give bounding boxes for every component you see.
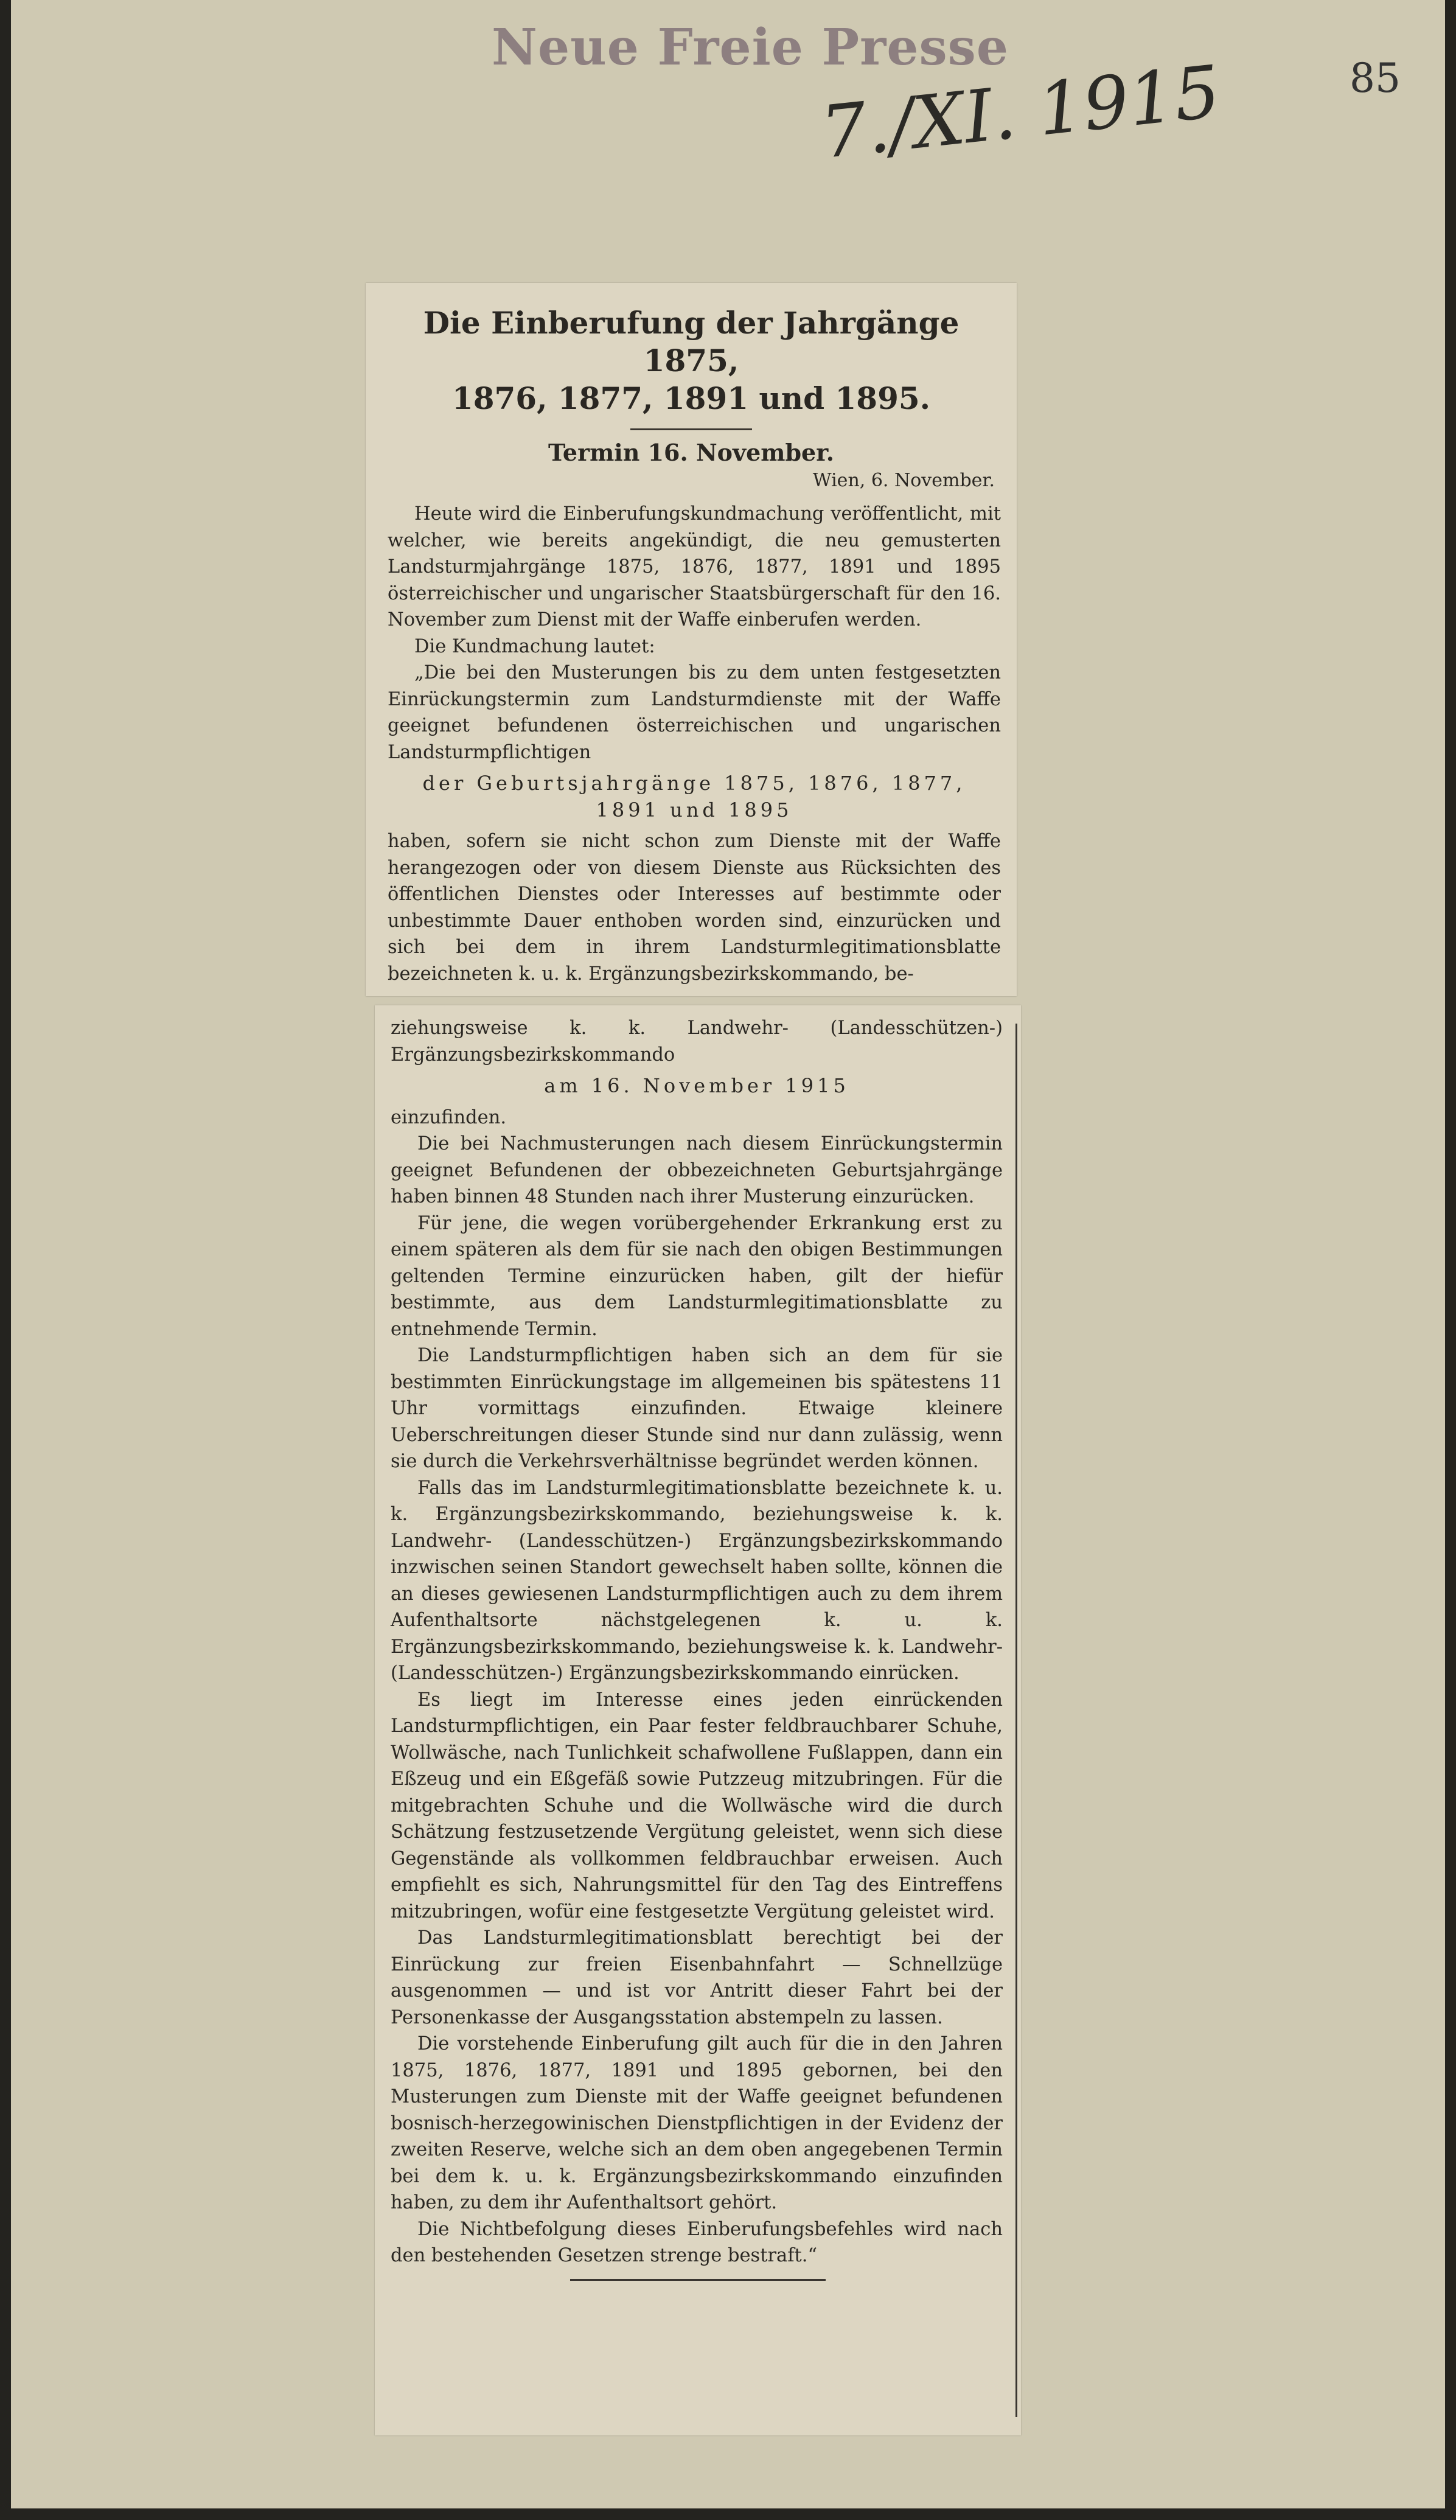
clipping-part-2	[375, 1005, 1021, 2435]
article-headline	[378, 304, 1005, 417]
headline-line-2: 1876, 1877, 1891 und 1895.	[451, 380, 931, 416]
paragraph: ziehungsweise k. k. Landwehr- (Landesschützen-) Ergänzungsbezirkskommando	[391, 1017, 1003, 1066]
paragraph: Es liegt im Interesse eines jeden einrückenden Landsturmpflichtigen, ein Paar fester feldbrauchbarer Schuhe, Wollwäsche, nach Tunlichkeit schafwollene Fußlappen, dann ein Eßzeug und ein Eßgefäß sowie Putzzeug mitzubringen. Für die mitgebrachten Schuhe und die Wollwäsche wird die durch Schätzung festzusetzende Vergütung geleistet, wenn sich diese Gegenstände als vollkommen feldbrauchbar erweisen. Auch empfiehlt es sich, Nahrungsmittel für den Tag des Eintreffens mitzubringen, wofür eine festgesetzte Vergütung geleistet wird.	[391, 1689, 1003, 1922]
newspaper-stamp: Neue Freie Presse	[492, 18, 1009, 77]
column-rule	[1015, 1024, 1017, 2417]
paragraph: Heute wird die Einberufungskundmachung veröffentlicht, mit welcher, wie bereits angekündigt, die neu gemusterten Landsturmjahrgänge 1875, 1876, 1877, 1891 und 1895 österreichischer und ungarischer Staatsbürgerschaft für den 16. November zum Dienst mit der Waffe einberufen werden.	[388, 503, 1001, 630]
article-subheading: Termin 16. November.	[548, 439, 834, 466]
handwritten-date: 7./XI. 1915	[817, 49, 1224, 175]
paragraph: Die Nichtbefolgung dieses Einberufungsbefehles wird nach den bestehenden Gesetzen strenge bestraft.“	[391, 2218, 1003, 2266]
paragraph: Die vorstehende Einberufung gilt auch für die in den Jahren 1875, 1876, 1877, 1891 und 1895 gebornen, bei den Musterungen zum Dienste mit der Waffe geeignet befundenen bosnisch-herzegowinischen Dienstpflichtigen in der Evidenz der zweiten Reserve, welche sich an dem oben angegebenen Termin bei dem k. u. k. Ergänzungsbezirkskommando einzufinden haben, zu dem ihr Aufenthaltsort gehört.	[391, 2033, 1003, 2213]
spaced-birth-years: der Geburtsjahrgänge 1875, 1876, 1877, 1891 und 1895	[422, 772, 966, 822]
paragraph: „Die bei den Musterungen bis zu dem unten festgesetzten Einrückungstermin zum Landsturmdienste mit der Waffe geeignet befundenen österreichischen und ungarischen Landsturmpflichtigen	[388, 662, 1001, 763]
paragraph: Das Landsturmlegitimationsblatt berechtigt bei der Einrückung zur freien Eisenbahnfahrt — Schnellzüge ausgenommen — und ist vor Antritt dieser Fahrt bei der Personenkasse der Ausgangsstation abstempeln zu lassen.	[391, 1927, 1003, 2028]
end-rule	[570, 2279, 826, 2281]
article-body-part-2	[391, 1015, 1003, 2269]
paragraph: Die Landsturmpflichtigen haben sich an dem für sie bestimmten Einrückungstage im allgemeinen bis spätestens 11 Uhr vormittags einzufinden. Etwaige kleinere Ueberschreitungen dieser Stunde sind nur dann zulässig, wenn sie durch die Verkehrsverhältnisse begründet werden können.	[391, 1345, 1003, 1472]
headline-line-1: Die Einberufung der Jahrgänge 1875,	[423, 305, 960, 379]
paragraph: haben, sofern sie nicht schon zum Dienste mit der Waffe herangezogen oder von diesem Dienste aus Rücksichten des öffentlichen Dienstes oder Interesses auf bestimmte oder unbestimmte Dauer enthoben worden sind, einzurücken und sich bei dem in ihrem Landsturmlegitimationsblatte bezeichneten k. u. k. Ergänzungsbezirkskommando, be-	[388, 831, 1001, 985]
spaced-report-date: am 16. November 1915	[544, 1074, 849, 1097]
page-number: 85	[1350, 55, 1401, 102]
paragraph: Die bei Nachmusterungen nach diesem Einrückungstermin geeignet Befundenen der obbezeichneten Geburtsjahrgänge haben binnen 48 Stunden nach ihrer Musterung einzurücken.	[391, 1133, 1003, 1207]
paragraph: Falls das im Landsturmlegitimationsblatte bezeichnete k. u. k. Ergänzungsbezirkskommando, beziehungsweise k. k. Landwehr- (Landesschützen-) Ergänzungsbezirkskommando inzwischen seinen Standort gewechselt haben sollte, können die an dieses gewiesenen Landsturmpflichtigen auch zu dem ihrem Aufenthaltsorte nächstgelegenen k. u. k. Ergänzungsbezirkskommando, beziehungsweise k. k. Landwehr- (Landesschützen-) Ergänzungsbezirkskommando einrücken.	[391, 1477, 1003, 1684]
article-body-part-1	[388, 501, 1001, 987]
clipping-part-1	[366, 283, 1017, 996]
headline-rule	[630, 428, 752, 430]
archive-sheet	[11, 0, 1445, 2508]
paragraph: Für jene, die wegen vorübergehender Erkrankung erst zu einem späteren als dem für sie nach den obigen Bestimmungen geltenden Termine einzurücken haben, gilt der hiefür bestimmte, aus dem Landsturmlegitimationsblatte zu entnehmende Termin.	[391, 1212, 1003, 1340]
paragraph: Die Kundmachung lautet:	[414, 635, 655, 657]
article-dateline: Wien, 6. November.	[812, 470, 995, 491]
paragraph: einzufinden.	[391, 1106, 507, 1128]
